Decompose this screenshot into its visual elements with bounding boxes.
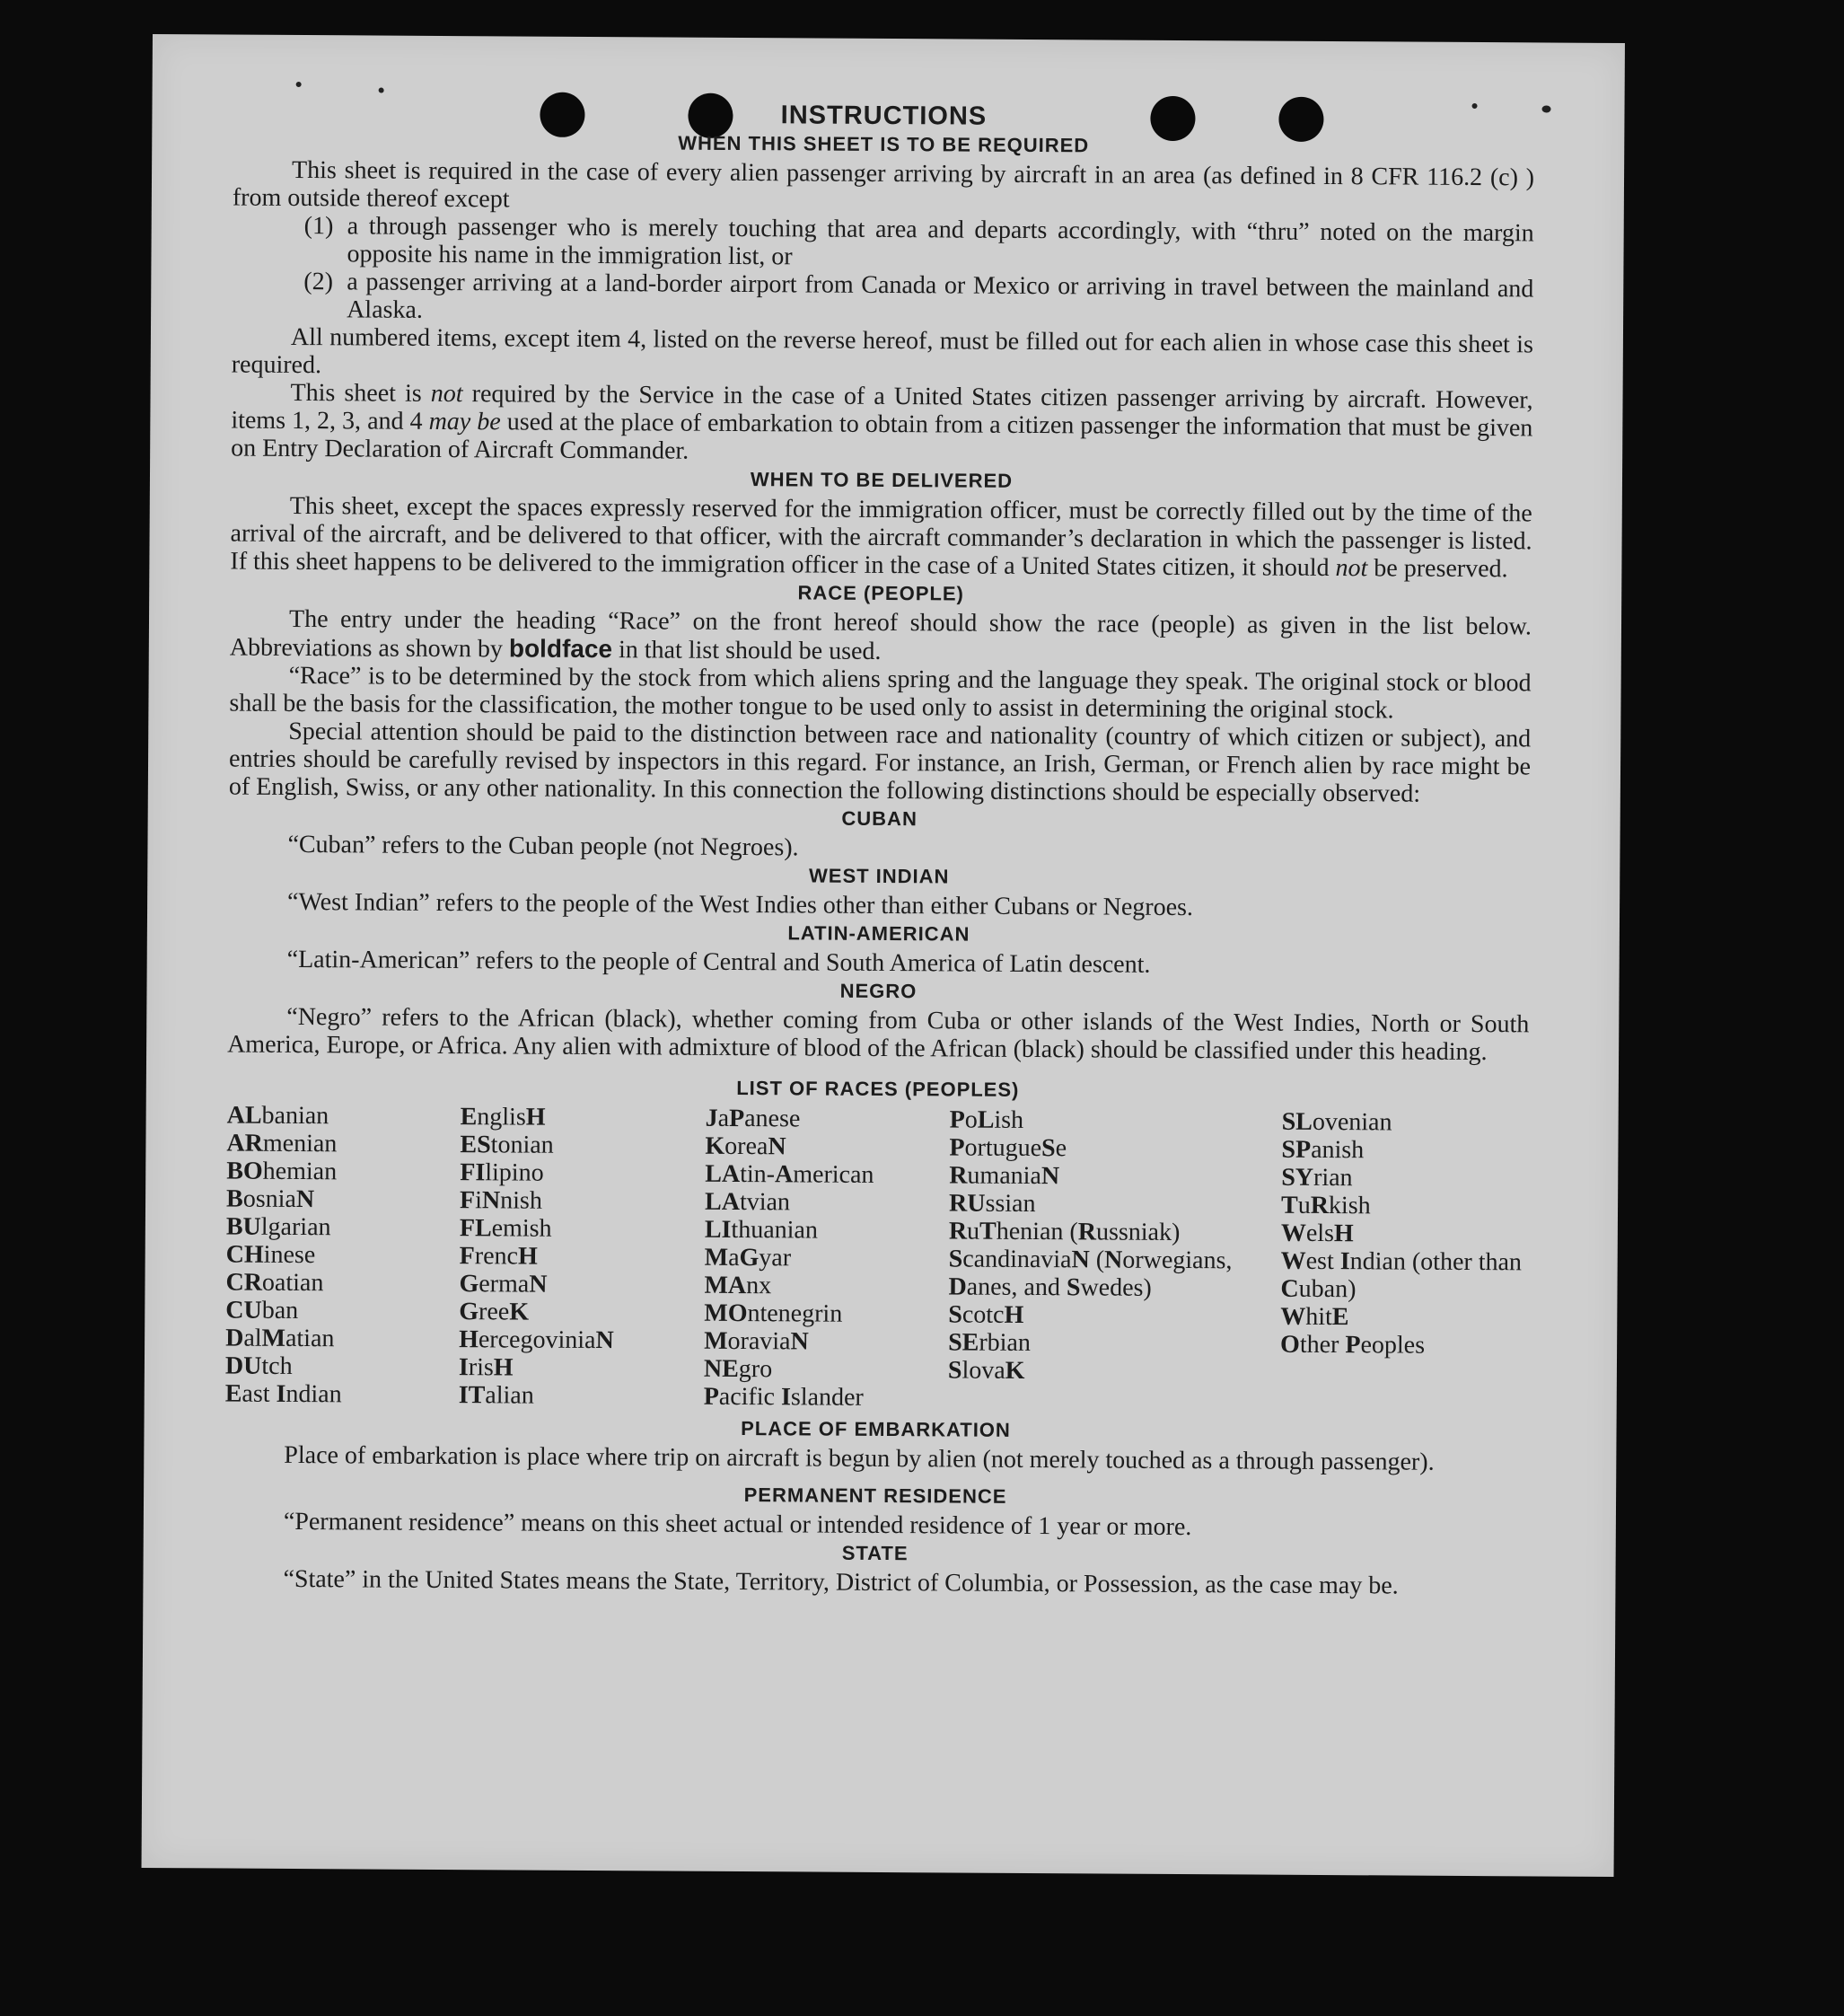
race-entry: GreeK: [459, 1298, 530, 1326]
race-entry: CUban: [225, 1296, 299, 1325]
text-run: be preserved.: [1367, 554, 1508, 584]
paragraph: “Latin-American” refers to the people of Central and South America of Latin descent.: [286, 945, 1151, 979]
race-entry: ScotcH: [948, 1300, 1024, 1329]
race-entry: Pacific Islander: [703, 1382, 864, 1412]
paragraph: [231, 379, 1533, 471]
section-heading-cuban: CUBAN: [841, 806, 918, 831]
race-entry: MOntenegrin: [704, 1299, 843, 1328]
race-entry: RumaniaN: [949, 1161, 1060, 1191]
section-heading-required: WHEN THIS SHEET IS TO BE REQUIRED: [678, 131, 1090, 157]
paragraph: [230, 492, 1532, 584]
race-entry: CHinese: [225, 1240, 316, 1270]
race-entry: SErbian: [948, 1328, 1032, 1358]
race-entry: RuThenian (Russniak): [948, 1217, 1181, 1247]
race-entry: KoreaN: [705, 1131, 786, 1161]
race-entry: ALbanian: [226, 1101, 329, 1131]
paragraph: “State” in the United States means the State, Territory, District of Columbia, or Possession, as the case may be.: [283, 1564, 1399, 1600]
race-entry: ARmenian: [226, 1129, 338, 1158]
race-entry: PoLish: [949, 1105, 1024, 1134]
races-column: [704, 1105, 950, 1413]
paragraph: All numbered items, except item 4, listed on the reverse hereof, must be filled out for each alien in whose case this sheet is required.: [231, 322, 1534, 380]
emphasis: may be: [428, 407, 501, 436]
section-heading-west-indian: WEST INDIAN: [808, 864, 950, 888]
item-number: (2): [303, 268, 334, 296]
race-entry: SYrian: [1281, 1163, 1353, 1193]
races-column: [948, 1105, 1282, 1413]
document-sheet: [142, 34, 1625, 1877]
paragraph: [230, 605, 1532, 670]
race-entry: FiNnish: [459, 1186, 542, 1215]
race-entry: EStonian: [460, 1131, 554, 1159]
race-entry: WhitE: [1280, 1302, 1349, 1332]
race-entry: West Indian (other than Cuban): [1280, 1246, 1523, 1304]
section-heading-delivered: WHEN TO BE DELIVERED: [750, 468, 1014, 492]
paragraph: This sheet is required in the case of every alien passenger arriving by aircraft in an area (as defined in 8 CFR 116.2 (c) ) from outside thereof except: [232, 155, 1535, 214]
race-entry: LAtin-American: [705, 1159, 874, 1189]
race-entry: ScandinaviaN (Norwegians, Danes, and Swedes): [948, 1245, 1233, 1302]
paragraph: Place of embarkation is place where trip on aircraft is begun by alien (not merely touched as a through passenger).: [284, 1440, 1435, 1476]
race-entry: DalMatian: [225, 1324, 335, 1353]
section-heading-negro: NEGRO: [839, 979, 918, 1003]
races-column: [225, 1102, 461, 1410]
race-entry: BosniaN: [225, 1184, 315, 1214]
text-run: This sheet is: [290, 378, 431, 408]
race-entry: SlovaK: [947, 1356, 1025, 1385]
text-run: The entry under the heading “Race” on the front hereof should show the race (people) as given in the list below. Abbreviations as shown by: [229, 604, 1532, 664]
race-entry: BOhemian: [226, 1157, 338, 1186]
item-number: (1): [303, 212, 334, 241]
race-entry: PortugueSe: [949, 1133, 1067, 1163]
instructions-content: [224, 98, 1534, 1601]
race-entry: JaPanese: [705, 1104, 801, 1133]
page-title: INSTRUCTIONS: [780, 101, 988, 131]
race-entry: SLovenian: [1281, 1107, 1392, 1137]
races-list: [225, 1102, 1529, 1416]
race-entry: FrencH: [459, 1242, 538, 1271]
race-entry: DUtch: [224, 1351, 293, 1380]
item-text: a through passenger who is merely touching that area and departs accordingly, with “thru” noted on the margin opposite his name in the immigration list, or: [347, 212, 1534, 271]
item-text: a passenger arriving at a land-border airport from Canada or Mexico or arriving in travel between the mainland and Alaska.: [347, 268, 1534, 324]
race-entry: SPanish: [1281, 1135, 1365, 1165]
emphasis: not: [430, 379, 463, 409]
text-run: This sheet, except the spaces expressly reserved for the immigration officer, must be correctly filled out by the time of the arrival of the aircraft, and be delivered to that officer, with the aircraft commander’s declaration in which the passenger is listed. If this sheet happens to be delivered to the immigration officer in the case of a United States citizen, it should: [230, 491, 1532, 583]
paragraph: Special attention should be paid to the distinction between race and nationality (country of which citizen or subject), and entries should be carefully revised by inspectors in this regard. For instance, an Irish, German, or French alien by race might be of English, Swiss, or any other nationality. In this connection the following distinctions should be especially observed:: [228, 717, 1532, 808]
section-heading-embarkation: PLACE OF EMBARKATION: [741, 1417, 1011, 1441]
text-run: in that list should be used.: [611, 636, 882, 665]
race-entry: EnglisH: [460, 1103, 546, 1131]
section-heading-latin-american: LATIN-AMERICAN: [787, 921, 970, 946]
race-entry: CRoatian: [225, 1268, 324, 1298]
race-entry: FLemish: [459, 1214, 552, 1243]
emphasis: not: [1335, 554, 1368, 583]
race-entry: NEgro: [703, 1354, 773, 1384]
race-entry: ITalian: [458, 1381, 534, 1410]
list-item: [303, 268, 1534, 330]
section-heading-residence: PERMANENT RESIDENCE: [743, 1483, 1007, 1508]
race-entry: IrisH: [458, 1353, 514, 1382]
paragraph: “Race” is to be determined by the stock from which aliens spring and the language they speak. The original stock or blood shall be the basis for the classification, the mother tongue to be used only to assist in determining the original stock.: [229, 661, 1532, 725]
text-run: required by the Service in the case of a United States citizen passenger arriving by aircraft. However, items 1, 2, 3, and 4: [231, 380, 1533, 436]
dust-speck: [296, 82, 302, 87]
dust-speck: [1541, 105, 1550, 112]
race-entry: MaGyar: [704, 1243, 792, 1272]
bold-term: boldface: [508, 634, 613, 664]
paragraph: “Permanent residence” means on this sheet actual or intended residence of 1 year or more.: [283, 1507, 1192, 1542]
dust-speck: [379, 88, 384, 93]
section-heading-state: STATE: [841, 1541, 909, 1565]
races-column: [459, 1103, 706, 1411]
list-item: [303, 212, 1534, 275]
race-entry: HercegoviniaN: [459, 1325, 614, 1355]
races-column: [1280, 1108, 1529, 1416]
paragraph: “West Indian” refers to the people of the West Indies other than either Cubans or Negroes.: [287, 887, 1194, 922]
race-entry: LIthuanian: [704, 1215, 818, 1245]
section-heading-race: RACE (PEOPLE): [797, 581, 964, 605]
section-heading-races: LIST OF RACES (PEOPLES): [736, 1076, 1020, 1101]
race-entry: MoraviaN: [704, 1326, 809, 1356]
paragraph: “Negro” refers to the African (black), whether coming from Cuba or other islands of the West Indies, North or South America, Europe, or Africa. Any alien with admixture of blood of the African (black) should be classified under this heading.: [227, 1002, 1530, 1067]
text-run: used at the place of embarkation to obtain from a citizen passenger the information that must be given on Entry Declaration of Aircraft Commander.: [231, 408, 1533, 465]
paragraph: “Cuban” refers to the Cuban people (not Negroes).: [287, 830, 799, 862]
race-entry: WelsH: [1280, 1219, 1354, 1248]
race-entry: East Indian: [224, 1379, 342, 1409]
race-entry: GermaN: [459, 1270, 548, 1299]
race-entry: MAnx: [704, 1271, 772, 1300]
race-entry: LAtvian: [704, 1187, 791, 1217]
race-entry: TuRkish: [1280, 1191, 1371, 1220]
race-entry: RUssian: [948, 1189, 1036, 1219]
race-entry: BUlgarian: [225, 1212, 331, 1242]
race-entry: FIlipino: [460, 1158, 544, 1187]
race-entry: Other Peoples: [1280, 1330, 1426, 1360]
